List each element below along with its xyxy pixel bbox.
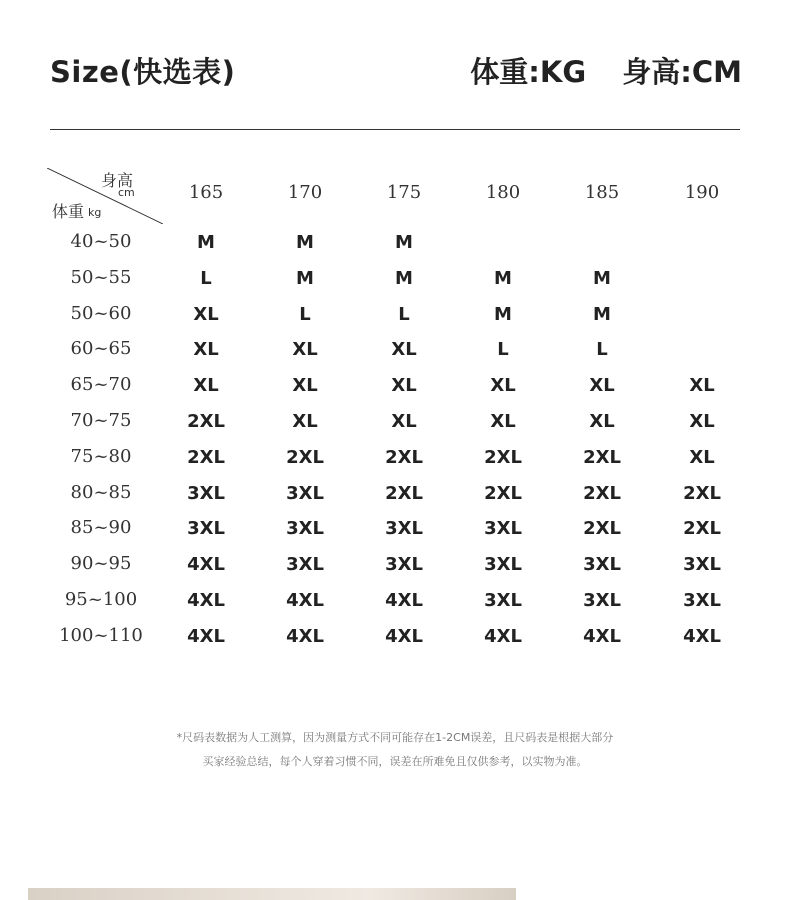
height-unit-label: 身高:CM <box>622 55 742 89</box>
weight-row-label: 50~60 <box>70 303 132 324</box>
size-cell: 4XL <box>286 626 324 647</box>
weight-axis-label: 体重 <box>52 202 85 221</box>
size-cell: 2XL <box>484 483 522 504</box>
table-corner-header <box>47 168 163 224</box>
size-cell: 4XL <box>385 626 423 647</box>
height-header-185: 185 <box>584 182 620 203</box>
size-cell: 3XL <box>385 518 423 539</box>
weight-row-label: 50~55 <box>70 267 132 288</box>
size-cell: 3XL <box>385 554 423 575</box>
size-cell: XL <box>292 375 318 396</box>
size-cell: L <box>398 304 410 325</box>
weight-row-label: 75~80 <box>70 446 132 467</box>
size-cell: 3XL <box>286 483 324 504</box>
size-cell: XL <box>292 339 318 360</box>
size-cell: XL <box>589 411 615 432</box>
size-cell: M <box>494 304 512 325</box>
size-cell: M <box>593 268 611 289</box>
size-cell: L <box>299 304 311 325</box>
size-cell: L <box>497 339 509 360</box>
size-cell: 2XL <box>187 411 225 432</box>
height-header-170: 170 <box>287 182 323 203</box>
size-cell: L <box>596 339 608 360</box>
size-cell: XL <box>193 375 219 396</box>
height-axis-unit: cm <box>118 186 135 199</box>
size-cell: 4XL <box>286 590 324 611</box>
size-cell: XL <box>193 304 219 325</box>
weight-row-label: 65~70 <box>70 374 132 395</box>
size-cell: XL <box>391 375 417 396</box>
weight-row-label: 60~65 <box>70 338 132 359</box>
size-cell: 3XL <box>583 590 621 611</box>
size-cell: M <box>593 304 611 325</box>
header-divider <box>50 129 740 130</box>
units-legend <box>470 50 742 91</box>
size-cell: L <box>200 268 212 289</box>
size-cell: M <box>395 232 413 253</box>
size-cell: XL <box>589 375 615 396</box>
size-cell: M <box>494 268 512 289</box>
size-cell: 2XL <box>683 518 721 539</box>
weight-row-label: 95~100 <box>64 589 138 610</box>
size-cell: 2XL <box>187 447 225 468</box>
size-cell: XL <box>689 375 715 396</box>
height-header-180: 180 <box>485 182 521 203</box>
weight-row-label: 70~75 <box>70 410 132 431</box>
size-cell: M <box>395 268 413 289</box>
size-cell: XL <box>391 411 417 432</box>
size-cell: 3XL <box>484 590 522 611</box>
disclaimer-line-1: *尺码表数据为人工测算，因为测量方式不同可能存在1-2CM误差，且尺码表是根据大部分 <box>176 731 614 744</box>
size-cell: 2XL <box>683 483 721 504</box>
weight-row-label: 40~50 <box>70 231 132 252</box>
size-cell: 3XL <box>583 554 621 575</box>
page-title: Size(快选表) <box>50 55 236 89</box>
size-cell: XL <box>689 447 715 468</box>
size-cell: XL <box>391 339 417 360</box>
size-cell: 3XL <box>187 518 225 539</box>
size-cell: 2XL <box>286 447 324 468</box>
size-cell: 3XL <box>484 554 522 575</box>
size-cell: XL <box>490 375 516 396</box>
size-cell: 2XL <box>385 447 423 468</box>
size-cell: 4XL <box>187 554 225 575</box>
height-header-190: 190 <box>684 182 720 203</box>
size-cell: 4XL <box>187 590 225 611</box>
size-cell: XL <box>292 411 318 432</box>
size-cell: 2XL <box>484 447 522 468</box>
size-cell: XL <box>689 411 715 432</box>
height-header-175: 175 <box>386 182 422 203</box>
height-header-165: 165 <box>188 182 224 203</box>
weight-row-label: 90~95 <box>70 553 132 574</box>
size-cell: 4XL <box>187 626 225 647</box>
size-cell: M <box>197 232 215 253</box>
weight-row-label: 85~90 <box>70 517 132 538</box>
disclaimer-line-2: 买家经验总结，每个人穿着习惯不同，误差在所难免且仅供参考，以实物为准。 <box>202 755 588 768</box>
size-cell: 4XL <box>583 626 621 647</box>
weight-axis-unit: kg <box>88 206 102 219</box>
size-cell: 2XL <box>385 483 423 504</box>
size-cell: 3XL <box>683 590 721 611</box>
weight-row-label: 80~85 <box>70 482 132 503</box>
size-cell: 2XL <box>583 447 621 468</box>
size-cell: 2XL <box>583 483 621 504</box>
size-cell: 3XL <box>187 483 225 504</box>
weight-unit-label: 体重:KG <box>470 55 587 89</box>
size-cell: 3XL <box>683 554 721 575</box>
size-cell: 4XL <box>484 626 522 647</box>
size-cell: M <box>296 232 314 253</box>
size-cell: 4XL <box>385 590 423 611</box>
size-cell: 2XL <box>583 518 621 539</box>
size-cell: 3XL <box>286 518 324 539</box>
product-photo-strip <box>28 888 516 900</box>
size-cell: XL <box>490 411 516 432</box>
size-cell: 4XL <box>683 626 721 647</box>
size-cell: 3XL <box>484 518 522 539</box>
size-cell: XL <box>193 339 219 360</box>
size-cell: 3XL <box>286 554 324 575</box>
weight-row-label: 100~110 <box>59 625 143 646</box>
size-cell: M <box>296 268 314 289</box>
height-axis-label: 身高 <box>101 171 134 190</box>
